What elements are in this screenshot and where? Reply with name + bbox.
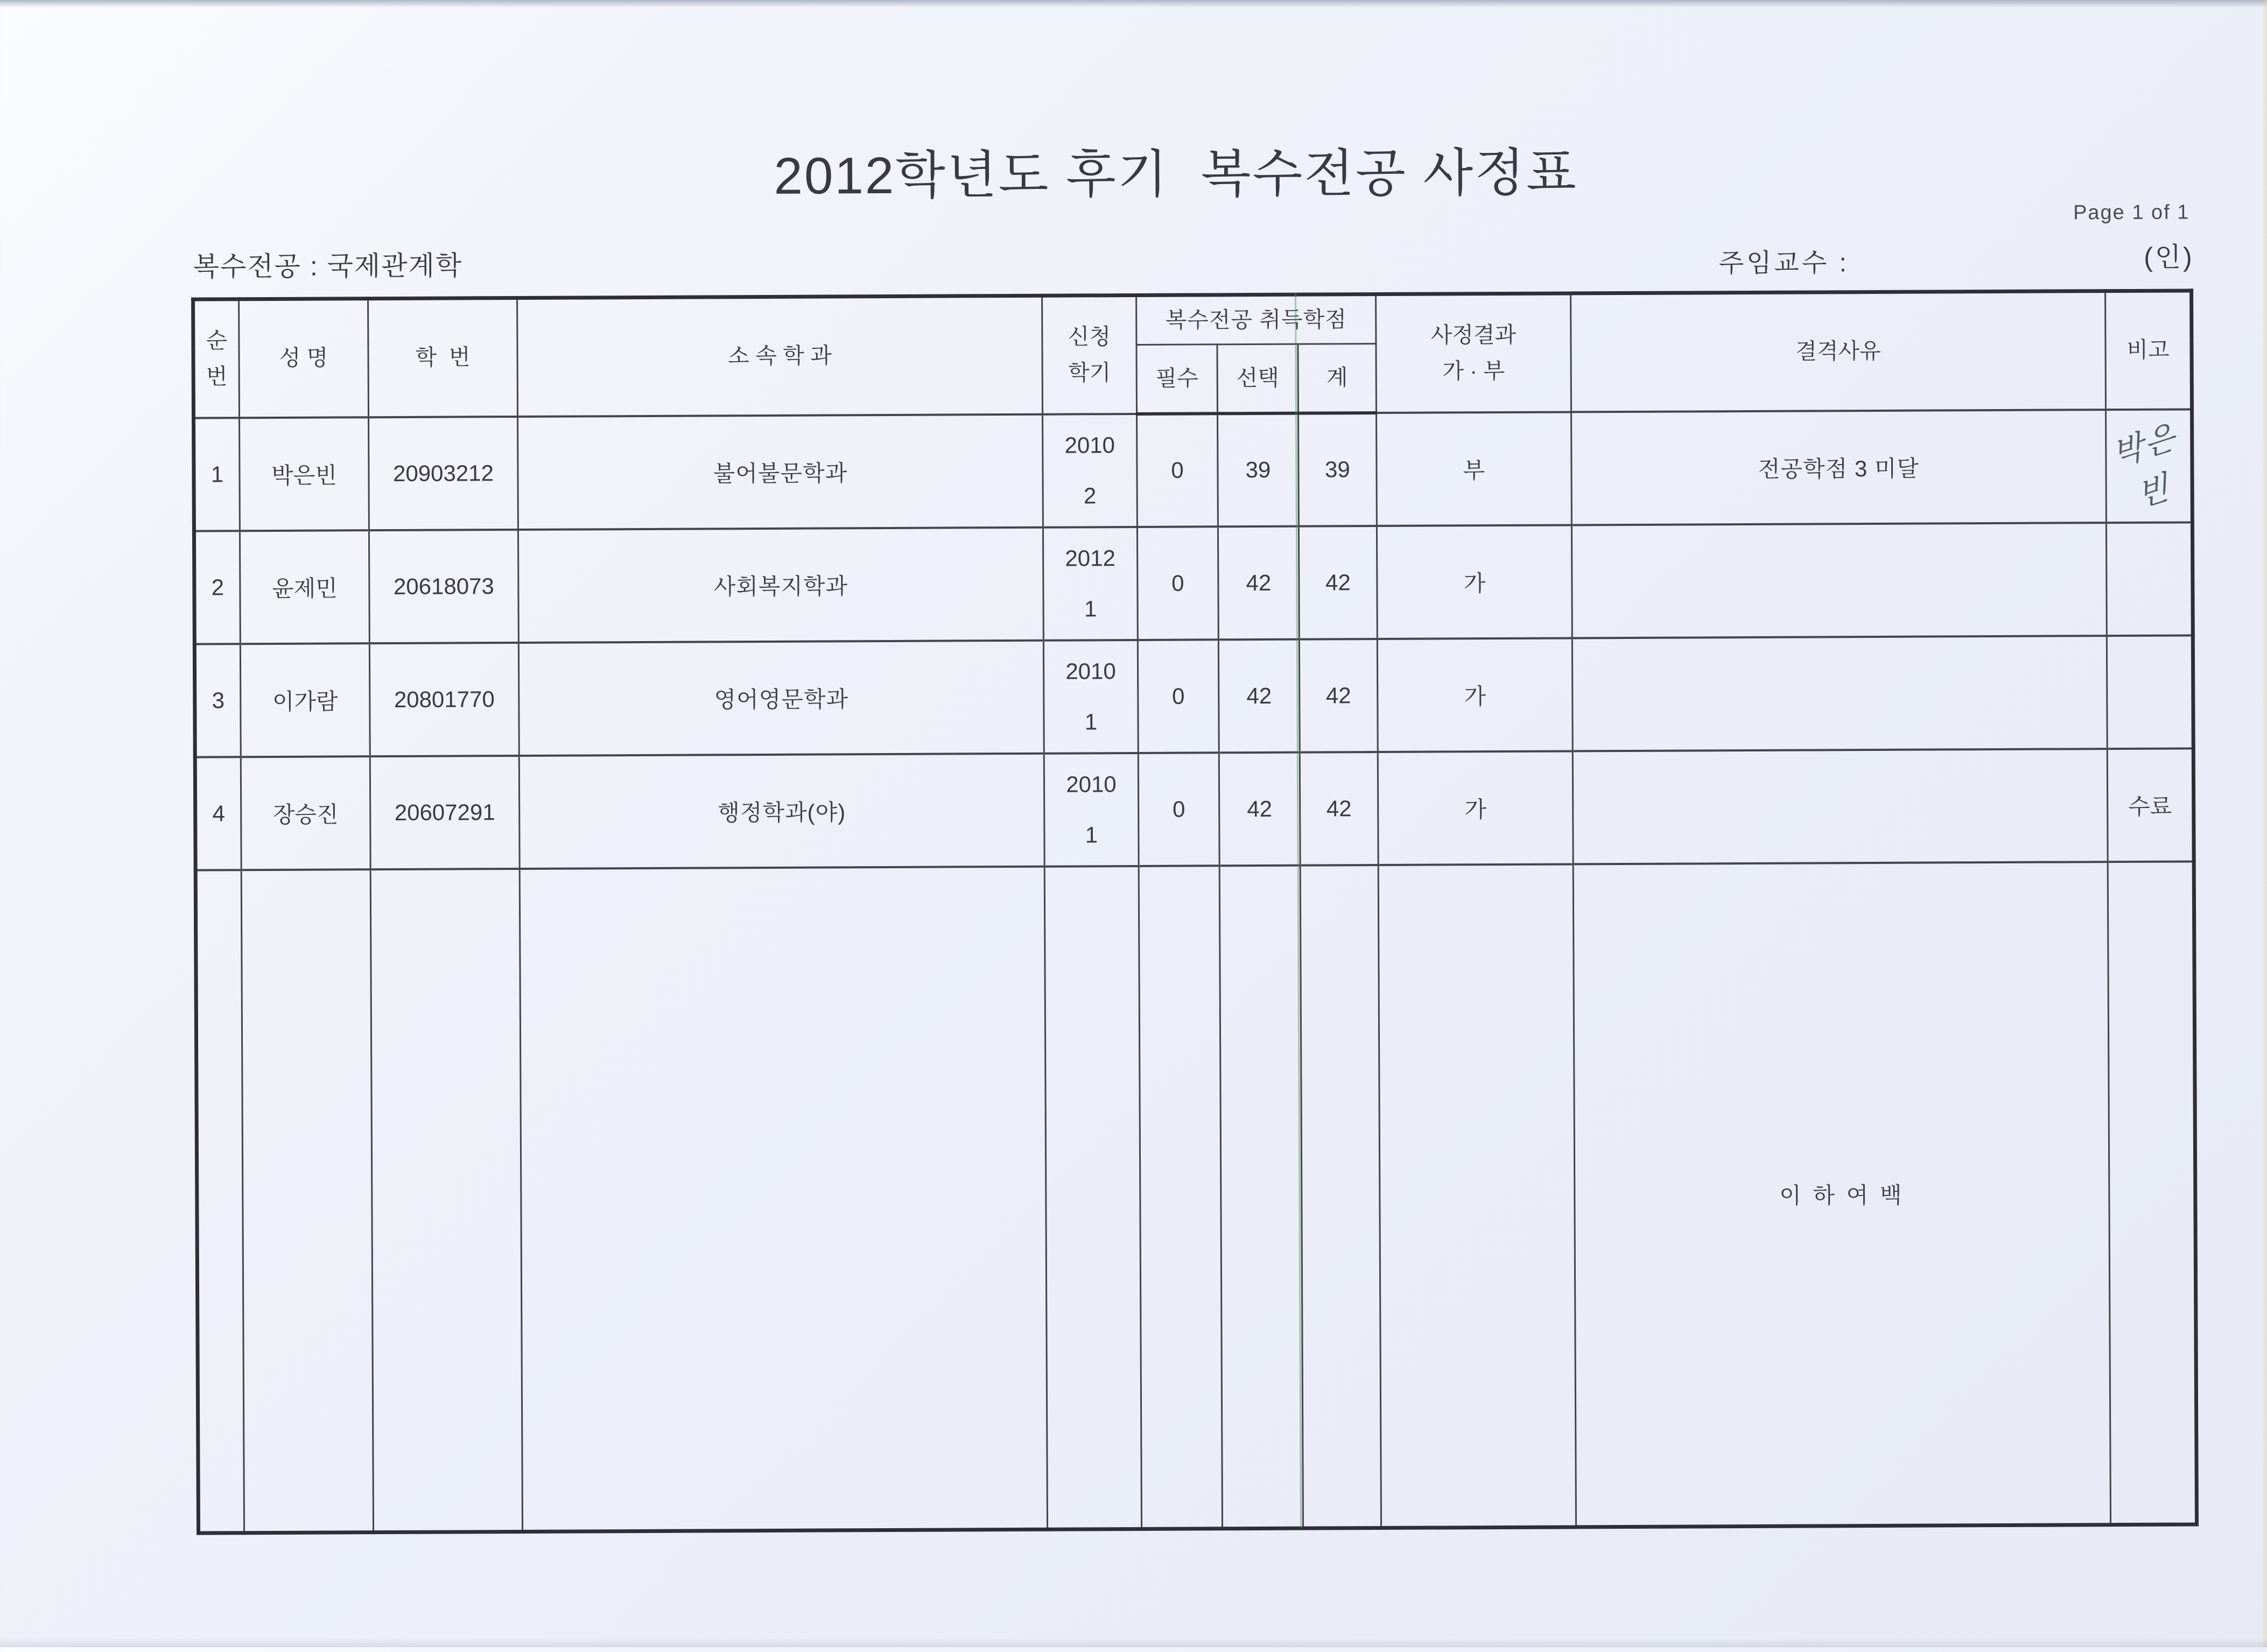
header-result: 사정결과 가 · 부 — [1376, 293, 1571, 413]
header-total: 계 — [1298, 344, 1377, 413]
cell-apply-term — [1043, 639, 1138, 753]
cell-seq: 3 — [194, 644, 241, 757]
term-year: 2010 — [1065, 658, 1116, 684]
cell-note — [2106, 522, 2193, 636]
header-reason: 결격사유 — [1571, 291, 2106, 412]
cell-department: 불어불문학과 — [518, 414, 1043, 529]
scanner-bottom-edge — [0, 1639, 2267, 1647]
header-department: 소 속 학 과 — [517, 296, 1043, 416]
scanner-right-edge — [2262, 0, 2267, 1647]
cell-name: 박은빈 — [240, 417, 369, 531]
cell-student-id: 20618073 — [369, 529, 518, 643]
cell-student-id: 20903212 — [369, 416, 518, 530]
cell-seq: 2 — [194, 531, 240, 644]
cell-remainder-note: 이 하 여 백 — [1573, 862, 2110, 1527]
document-title: 2012학년도 후기 복수전공 사정표 — [774, 144, 1578, 205]
cell-department — [520, 866, 1047, 1531]
cell-name: 이가람 — [240, 643, 370, 757]
signature-handwritten: 박은빈 — [2109, 418, 2180, 514]
cell-elective: 42 — [1218, 526, 1299, 639]
term-semester: 2 — [1083, 482, 1097, 508]
cell-required: 0 — [1137, 526, 1218, 640]
header-student-id: 학 번 — [368, 298, 518, 417]
cell-seq — [195, 870, 244, 1533]
cell-total — [1300, 865, 1381, 1529]
term-semester: 1 — [1084, 708, 1098, 734]
cell-required: 0 — [1137, 413, 1218, 527]
double-major-label: 복수전공 : 국제관계학 — [193, 250, 463, 282]
cell-name: 장승진 — [241, 756, 370, 870]
term-semester: 1 — [1085, 821, 1098, 847]
cell-elective: 42 — [1219, 752, 1300, 866]
page-indicator: Page 1 of 1 — [2073, 201, 2190, 224]
header-name: 성 명 — [239, 299, 369, 418]
head-professor-label: 주임교수 : — [1718, 249, 1850, 278]
cell-result: 가 — [1378, 751, 1573, 865]
cell-department: 영어영문학과 — [518, 640, 1044, 755]
cell-apply-term — [1043, 413, 1138, 527]
header-elective: 선택 — [1217, 344, 1299, 413]
cell-result: 가 — [1377, 525, 1572, 639]
header-apply-term: 신청 학기 — [1042, 295, 1137, 414]
term-year: 2012 — [1065, 545, 1116, 571]
cell-total: 42 — [1300, 752, 1378, 866]
cell-note — [2107, 635, 2193, 749]
cell-result — [1378, 864, 1576, 1528]
cell-elective — [1219, 865, 1303, 1529]
cell-required — [1139, 866, 1222, 1529]
term-semester: 1 — [1084, 595, 1097, 621]
cell-student-id: 20607291 — [370, 755, 520, 869]
scanner-top-edge — [0, 0, 2267, 8]
cell-total: 39 — [1299, 413, 1377, 526]
cell-seq: 1 — [194, 418, 240, 531]
cell-name — [241, 869, 373, 1533]
assessment-table — [191, 289, 2199, 1535]
seal-mark: (인) — [2144, 242, 2194, 272]
cell-result: 가 — [1377, 638, 1573, 752]
cell-elective: 42 — [1218, 639, 1300, 753]
term-year: 2010 — [1064, 432, 1115, 458]
cell-apply-term — [1043, 526, 1138, 640]
cell-note — [2108, 861, 2196, 1525]
header-row-1 — [193, 291, 2192, 349]
cell-reason — [1572, 636, 2107, 751]
cell-total: 42 — [1299, 639, 1378, 753]
cell-elective: 39 — [1218, 413, 1299, 526]
term-year: 2010 — [1066, 771, 1117, 797]
header-seq: 순 번 — [193, 299, 240, 418]
cell-reason: 전공학점 3 미달 — [1571, 410, 2107, 525]
table-row — [194, 409, 2193, 531]
cell-department: 사회복지학과 — [518, 527, 1043, 642]
table-row — [195, 748, 2194, 870]
table-row — [194, 635, 2193, 757]
cell-seq: 4 — [195, 757, 241, 870]
cell-student-id — [370, 868, 522, 1532]
header-credits-group: 복수전공 취득학점 — [1136, 294, 1376, 345]
cell-name: 윤제민 — [240, 530, 369, 644]
cell-apply-term — [1044, 753, 1139, 866]
cell-required: 0 — [1138, 639, 1219, 753]
cell-total: 42 — [1299, 526, 1377, 639]
cell-apply-term — [1044, 866, 1141, 1529]
cell-result: 부 — [1377, 412, 1572, 526]
table-row-empty — [195, 861, 2196, 1533]
cell-note — [2106, 409, 2193, 523]
header-required: 필수 — [1136, 345, 1218, 414]
cell-reason — [1573, 749, 2108, 864]
header-note: 비고 — [2105, 291, 2192, 410]
table-row — [194, 522, 2193, 644]
cell-student-id: 20801770 — [369, 642, 519, 756]
cell-reason — [1571, 523, 2107, 638]
cell-note: 수료 — [2107, 748, 2194, 862]
cell-required: 0 — [1138, 753, 1219, 866]
cell-department: 행정학과(야) — [519, 753, 1044, 868]
